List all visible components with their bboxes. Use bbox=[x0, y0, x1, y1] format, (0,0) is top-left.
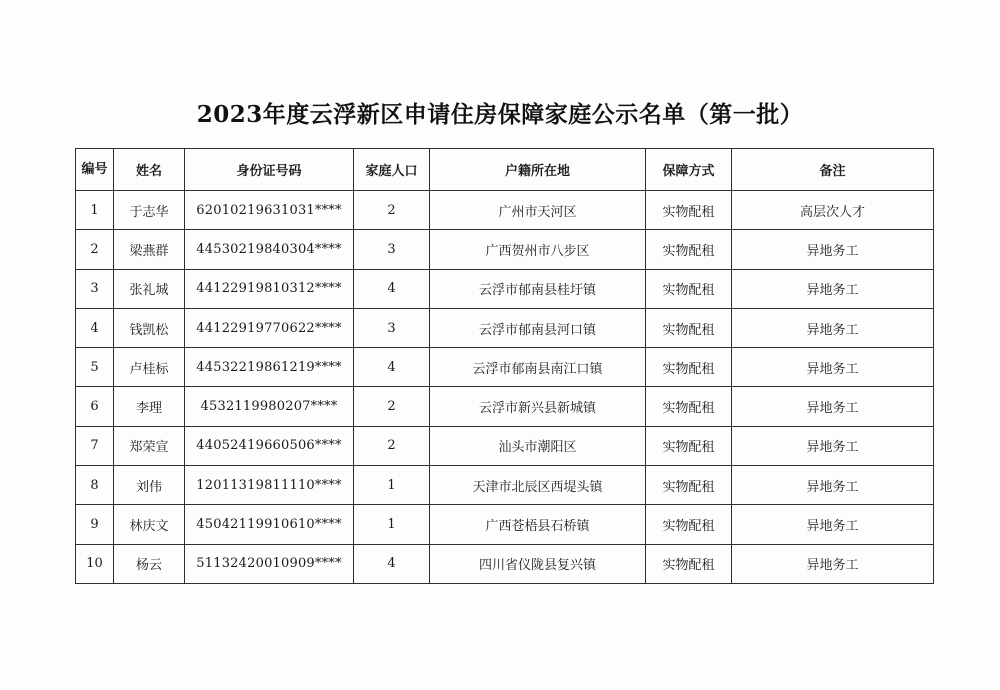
cell-household-size: 3 bbox=[354, 308, 430, 347]
cell-household-size: 1 bbox=[354, 466, 430, 505]
cell-household-size: 1 bbox=[354, 505, 430, 544]
cell-id-number: 44530219840304**** bbox=[185, 230, 354, 269]
cell-name: 刘伟 bbox=[114, 466, 185, 505]
header-household-size: 家庭人口 bbox=[354, 149, 430, 191]
cell-id-number: 51132420010909**** bbox=[185, 544, 354, 583]
cell-id-number: 44532219861219**** bbox=[185, 348, 354, 387]
cell-number: 4 bbox=[76, 308, 114, 347]
cell-support-type: 实物配租 bbox=[646, 348, 732, 387]
cell-name: 杨云 bbox=[114, 544, 185, 583]
table-row bbox=[76, 191, 934, 230]
cell-id-number: 45042119910610**** bbox=[185, 505, 354, 544]
cell-household-size: 2 bbox=[354, 191, 430, 230]
cell-registered-residence: 云浮市郁南县河口镇 bbox=[430, 308, 646, 347]
cell-id-number: 4532119980207**** bbox=[185, 387, 354, 426]
cell-number: 8 bbox=[76, 466, 114, 505]
table-row bbox=[76, 544, 934, 583]
cell-remarks: 异地务工 bbox=[732, 426, 934, 465]
cell-remarks: 异地务工 bbox=[732, 308, 934, 347]
cell-registered-residence: 云浮市新兴县新城镇 bbox=[430, 387, 646, 426]
cell-remarks: 异地务工 bbox=[732, 348, 934, 387]
cell-name: 于志华 bbox=[114, 191, 185, 230]
cell-household-size: 2 bbox=[354, 387, 430, 426]
table-row bbox=[76, 348, 934, 387]
cell-household-size: 3 bbox=[354, 230, 430, 269]
cell-number: 6 bbox=[76, 387, 114, 426]
cell-number: 10 bbox=[76, 544, 114, 583]
cell-remarks: 高层次人才 bbox=[732, 191, 934, 230]
table-row bbox=[76, 308, 934, 347]
cell-support-type: 实物配租 bbox=[646, 269, 732, 308]
cell-remarks: 异地务工 bbox=[732, 544, 934, 583]
cell-registered-residence: 广州市天河区 bbox=[430, 191, 646, 230]
cell-remarks: 异地务工 bbox=[732, 269, 934, 308]
cell-household-size: 2 bbox=[354, 426, 430, 465]
table-row bbox=[76, 466, 934, 505]
cell-household-size: 4 bbox=[354, 348, 430, 387]
table-header-row bbox=[76, 149, 934, 191]
table-row bbox=[76, 387, 934, 426]
cell-id-number: 62010219631031**** bbox=[185, 191, 354, 230]
cell-household-size: 4 bbox=[354, 269, 430, 308]
table-row bbox=[76, 269, 934, 308]
cell-name: 郑荣宣 bbox=[114, 426, 185, 465]
cell-registered-residence: 云浮市郁南县桂圩镇 bbox=[430, 269, 646, 308]
cell-number: 5 bbox=[76, 348, 114, 387]
table-row bbox=[76, 426, 934, 465]
cell-remarks: 异地务工 bbox=[732, 466, 934, 505]
cell-registered-residence: 四川省仪陇县复兴镇 bbox=[430, 544, 646, 583]
cell-support-type: 实物配租 bbox=[646, 191, 732, 230]
table-row bbox=[76, 230, 934, 269]
cell-id-number: 44052419660506**** bbox=[185, 426, 354, 465]
cell-id-number: 12011319811110**** bbox=[185, 466, 354, 505]
table-row bbox=[76, 505, 934, 544]
cell-id-number: 44122919770622**** bbox=[185, 308, 354, 347]
cell-remarks: 异地务工 bbox=[732, 230, 934, 269]
cell-name: 林庆文 bbox=[114, 505, 185, 544]
cell-number: 2 bbox=[76, 230, 114, 269]
cell-number: 9 bbox=[76, 505, 114, 544]
cell-support-type: 实物配租 bbox=[646, 544, 732, 583]
public-notice-table bbox=[75, 148, 934, 584]
cell-number: 3 bbox=[76, 269, 114, 308]
cell-support-type: 实物配租 bbox=[646, 426, 732, 465]
header-id-number: 身份证号码 bbox=[185, 149, 354, 191]
cell-remarks: 异地务工 bbox=[732, 505, 934, 544]
cell-registered-residence: 广西贺州市八步区 bbox=[430, 230, 646, 269]
cell-support-type: 实物配租 bbox=[646, 505, 732, 544]
cell-registered-residence: 天津市北辰区西堤头镇 bbox=[430, 466, 646, 505]
cell-support-type: 实物配租 bbox=[646, 466, 732, 505]
cell-name: 梁燕群 bbox=[114, 230, 185, 269]
cell-household-size: 4 bbox=[354, 544, 430, 583]
document-title: 2023年度云浮新区申请住房保障家庭公示名单（第一批） bbox=[196, 101, 804, 128]
cell-registered-residence: 汕头市潮阳区 bbox=[430, 426, 646, 465]
header-name: 姓名 bbox=[114, 149, 185, 191]
cell-registered-residence: 云浮市郁南县南江口镇 bbox=[430, 348, 646, 387]
cell-support-type: 实物配租 bbox=[646, 230, 732, 269]
cell-name: 卢桂标 bbox=[114, 348, 185, 387]
header-remarks: 备注 bbox=[732, 149, 934, 191]
cell-name: 钱凯松 bbox=[114, 308, 185, 347]
cell-registered-residence: 广西苍梧县石桥镇 bbox=[430, 505, 646, 544]
cell-remarks: 异地务工 bbox=[732, 387, 934, 426]
header-support-type: 保障方式 bbox=[646, 149, 732, 191]
header-number: 编号 bbox=[76, 149, 114, 191]
cell-name: 张礼城 bbox=[114, 269, 185, 308]
cell-number: 1 bbox=[76, 191, 114, 230]
cell-support-type: 实物配租 bbox=[646, 387, 732, 426]
cell-name: 李理 bbox=[114, 387, 185, 426]
header-registered-residence: 户籍所在地 bbox=[430, 149, 646, 191]
cell-support-type: 实物配租 bbox=[646, 308, 732, 347]
cell-id-number: 44122919810312**** bbox=[185, 269, 354, 308]
cell-number: 7 bbox=[76, 426, 114, 465]
